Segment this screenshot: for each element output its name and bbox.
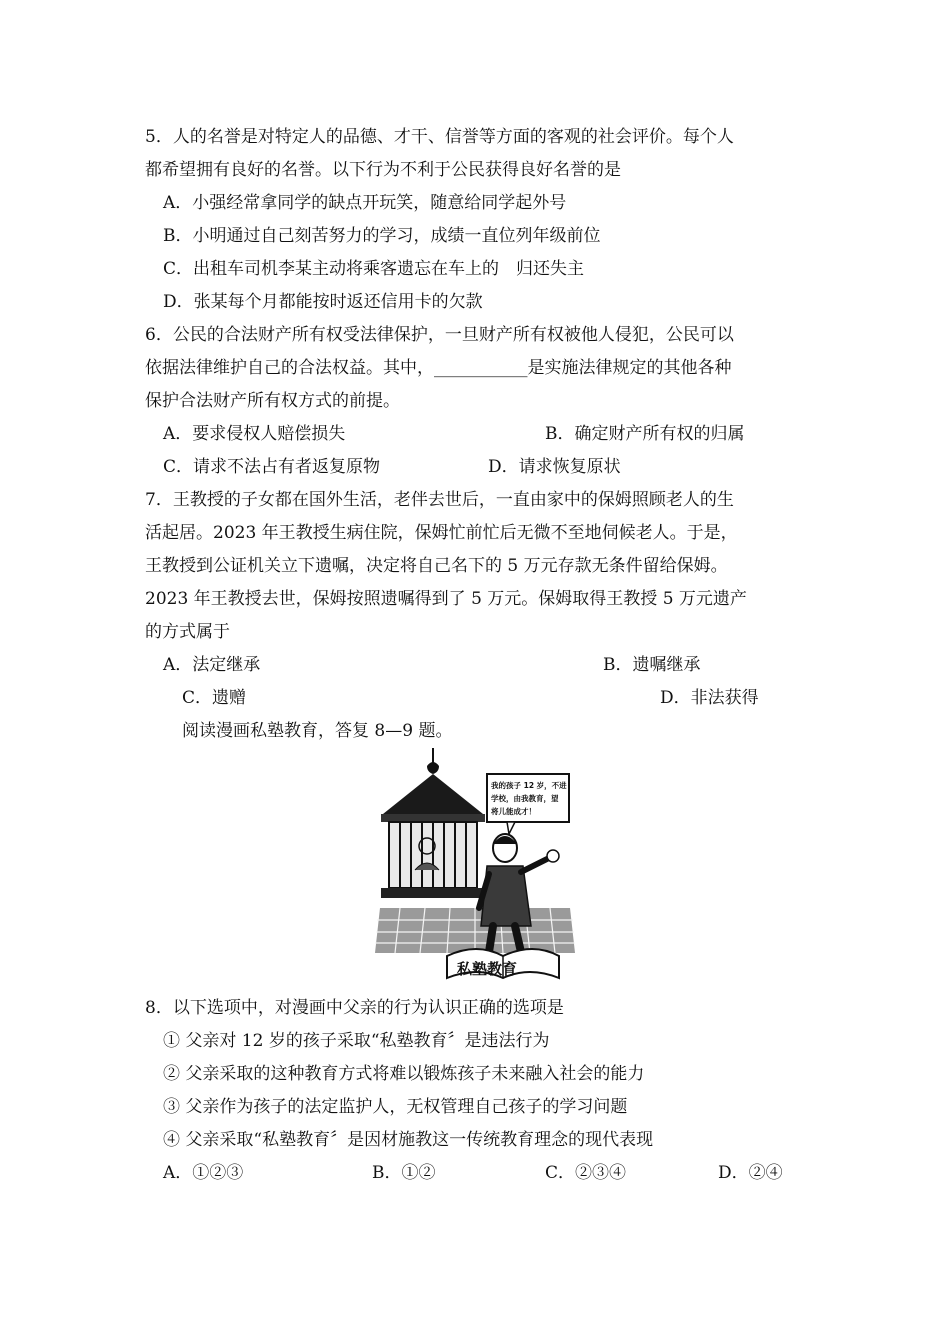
q7-stem-line2: 活起居。2023 年王教授生病住院，保姆忙前忙后无微不至地伺候老人。于是，	[145, 523, 738, 543]
q7-option-b: B．遗嘱继承	[603, 655, 701, 675]
q7-stem-line5: 的方式属于	[145, 622, 230, 642]
q5-option-c: C．出租车司机李某主动将乘客遗忘在车上的 归还失主	[163, 259, 585, 279]
q8-stem: 8．以下选项中，对漫画中父亲的行为认识正确的选项是	[145, 998, 564, 1018]
q6-stem-line2: 依据法律维护自己的合法权益。其中，___________是实施法律规定的其他各种	[145, 358, 732, 378]
q5-stem-line2: 都希望拥有良好的名誉。以下行为不利于公民获得良好名誉的是	[145, 160, 621, 180]
q8-statement-2: ② 父亲采取的这种教育方式将难以锻炼孩子未来融入社会的能力	[163, 1064, 645, 1084]
q5-stem-line1: 5．人的名誉是对特定人的品德、才干、信誉等方面的客观的社会评价。每个人	[145, 127, 734, 147]
q8-statement-4: ④ 父亲采取“私塾教育〞是因材施教这一传统教育理念的现代表现	[163, 1130, 654, 1150]
q6-option-d: D．请求恢复原状	[488, 457, 621, 477]
q7-option-a: A．法定继承	[163, 655, 261, 675]
q8-option-a: A．①②③	[163, 1163, 244, 1183]
bubble-line2: 学校，由我教育，望	[491, 794, 559, 803]
speech-bubble	[487, 774, 569, 834]
q5-option-b: B．小明通过自己刻苦努力的学习，成绩一直位列年级前位	[163, 226, 601, 246]
birdcage	[381, 748, 485, 898]
q8-option-b: B．①②	[372, 1163, 436, 1183]
book-title: 私塾教育	[457, 960, 518, 978]
private-school-cartoon	[375, 748, 575, 980]
tiled-floor	[375, 908, 575, 953]
q6-stem-line1: 6．公民的合法财产所有权受法律保护，一旦财产所有权被他人侵犯，公民可以	[145, 325, 734, 345]
q7-stem-line4: 2023 年王教授去世，保姆按照遗嘱得到了 5 万元。保姆取得王教授 5 万元遗产	[145, 589, 747, 609]
q8-option-c: C．②③④	[545, 1163, 627, 1183]
book	[447, 949, 559, 978]
q8-option-d: D．②④	[718, 1163, 783, 1183]
q6-option-a: A．要求侵权人赔偿损失	[163, 424, 346, 444]
bubble-line1: 我的孩子 12 岁，不进	[491, 781, 567, 790]
q7-stem-line3: 王教授到公证机关立下遗嘱，决定将自己名下的 5 万元存款无条件留给保姆。	[145, 556, 728, 576]
q6-option-c: C．请求不法占有者返复原物	[163, 457, 381, 477]
q5-option-d: D．张某每个月都能按时返还信用卡的欠款	[163, 292, 483, 312]
q6-option-b: B．确定财产所有权的归属	[545, 424, 745, 444]
q5-option-a: A．小强经常拿同学的缺点开玩笑，随意给同学起外号	[163, 193, 567, 213]
bubble-line3: 将儿能成才！	[491, 807, 536, 816]
reading-instruction: 阅读漫画私塾教育，答复 8—9 题。	[182, 721, 453, 741]
q7-stem-line1: 7．王教授的子女都在国外生活，老伴去世后，一直由家中的保姆照顾老人的生	[145, 490, 734, 510]
q6-stem-line3: 保护合法财产所有权方式的前提。	[145, 391, 400, 411]
q7-option-d: D．非法获得	[660, 688, 759, 708]
q8-statement-1: ① 父亲对 12 岁的孩子采取“私塾教育〞是违法行为	[163, 1031, 550, 1051]
q8-statement-3: ③ 父亲作为孩子的法定监护人，无权管理自己孩子的学习问题	[163, 1097, 628, 1117]
q7-option-c: C．遗赠	[182, 688, 247, 708]
